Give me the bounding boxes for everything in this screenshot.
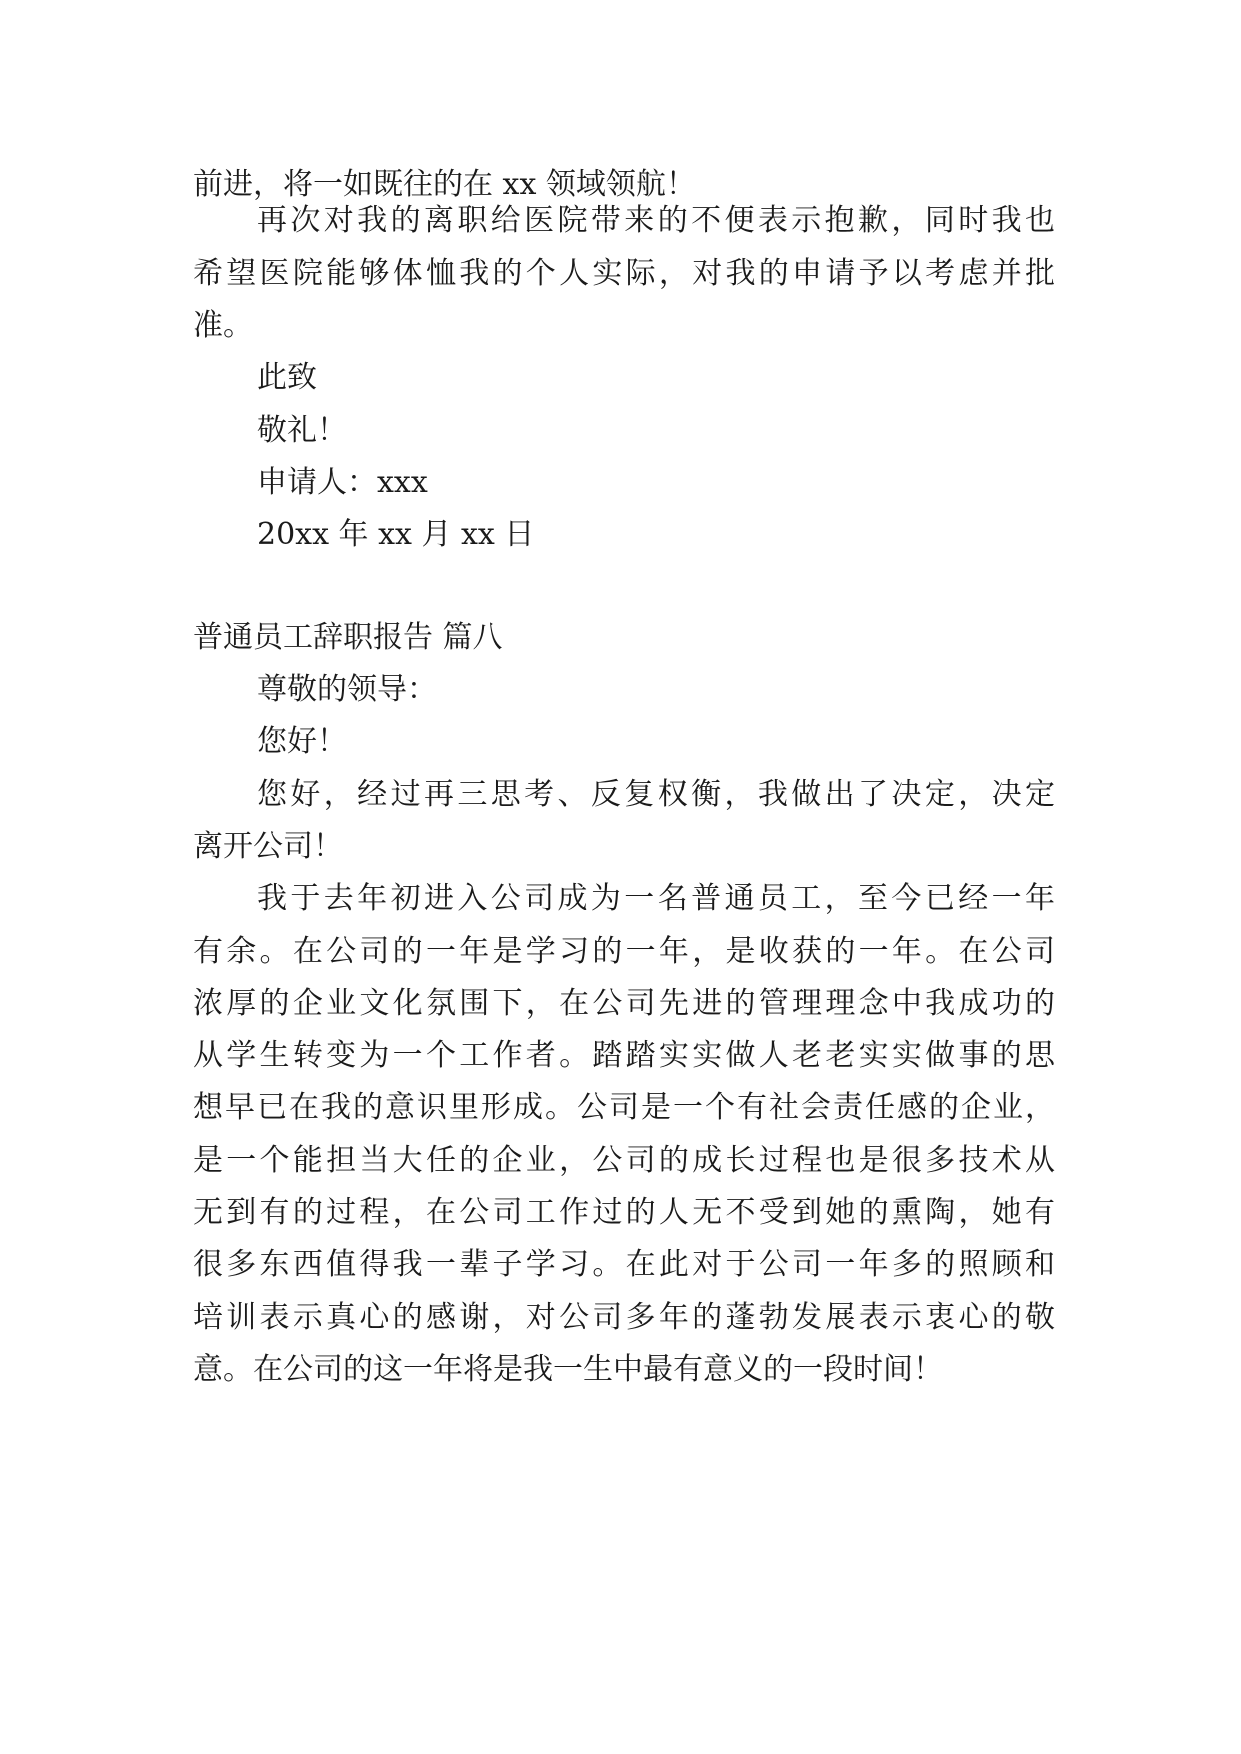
paragraph-1-line-2: 离开公司！ (193, 829, 343, 864)
closing-line-2: 敬礼！ (257, 413, 347, 448)
greeting-line: 您好！ (257, 724, 347, 759)
date-line: 20xx 年 xx 月 xx 日 (257, 517, 535, 552)
salutation-line: 尊敬的领导： (257, 672, 437, 707)
paragraph-2-line-9: 培训表示真心的感谢，对公司多年的蓬勃发展表示衷心的敬 (193, 1300, 1055, 1335)
paragraph-2-line-5: 想早已在我的意识里形成。公司是一个有社会责任感的企业， (193, 1090, 1055, 1125)
paragraph-2-line-3: 浓厚的企业文化氛围下，在公司先进的管理理念中我成功的 (193, 986, 1055, 1021)
closing-line-1: 此致 (257, 360, 317, 395)
apology-line-2: 希望医院能够体恤我的个人实际，对我的申请予以考虑并批 (193, 256, 1055, 291)
apology-line-1: 再次对我的离职给医院带来的不便表示抱歉，同时我也 (257, 203, 1055, 238)
continuation-line: 前进，将一如既往的在 xx 领域领航！ (193, 167, 696, 202)
section-title: 普通员工辞职报告 篇八 (193, 620, 503, 655)
paragraph-2-line-8: 很多东西值得我一辈子学习。在此对于公司一年多的照顾和 (193, 1247, 1055, 1282)
paragraph-2-line-10: 意。在公司的这一年将是我一生中最有意义的一段时间！ (193, 1352, 943, 1387)
applicant-line: 申请人：xxx (257, 465, 428, 500)
paragraph-2-line-4: 从学生转变为一个工作者。踏踏实实做人老老实实做事的思 (193, 1038, 1055, 1073)
apology-line-3: 准。 (193, 308, 253, 343)
paragraph-2-line-6: 是一个能担当大任的企业，公司的成长过程也是很多技术从 (193, 1143, 1055, 1178)
paragraph-1-line-1: 您好，经过再三思考、反复权衡，我做出了决定，决定 (257, 777, 1055, 812)
paragraph-2-line-2: 有余。在公司的一年是学习的一年，是收获的一年。在公司 (193, 934, 1055, 969)
paragraph-2-line-1: 我于去年初进入公司成为一名普通员工，至今已经一年 (257, 881, 1055, 916)
paragraph-2-line-7: 无到有的过程，在公司工作过的人无不受到她的熏陶，她有 (193, 1195, 1055, 1230)
